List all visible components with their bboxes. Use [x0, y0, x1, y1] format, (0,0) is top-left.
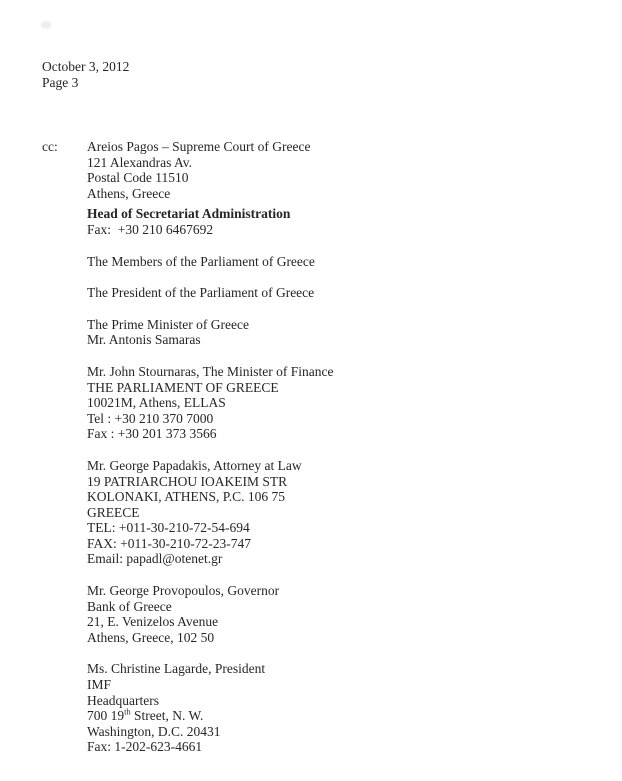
fax-line: Fax: 1-202-623-4661 [87, 739, 203, 755]
street-suffix: Street, N. W. [130, 708, 204, 724]
address-line: Athens, Greece, 102 50 [87, 629, 215, 645]
address-line: Ms. Christine Lagarde, President [87, 661, 266, 677]
street-line [87, 708, 333, 724]
recipient-block-provopoulos [87, 583, 333, 645]
street-prefix: 700 19 [87, 708, 125, 724]
address-line: 10021M, Athens, ELLAS [87, 395, 226, 411]
page-header [42, 59, 129, 90]
address-line: Areios Pagos – Supreme Court of Greece [87, 139, 311, 154]
recipient-subhead: Head of Secretariat Administration [87, 206, 291, 222]
address-line: Mr. George Provopoulos, Governor [87, 583, 280, 599]
cc-label: cc: [42, 139, 58, 154]
address-line: GREECE [87, 504, 140, 520]
address-line: Postal Code 11510 [87, 170, 189, 186]
email-line: Email: papadl@otenet.gr [87, 551, 223, 567]
cc-recipient-list [87, 139, 333, 755]
recipient-block-papadakis [87, 458, 333, 567]
address-line: 21, E. Venizelos Avenue [87, 614, 219, 630]
address-line: The Members of the Parliament of Greece [87, 253, 315, 269]
fax-line: FAX: +011-30-210-72-23-747 [87, 535, 251, 551]
recipient-block-parliament-president [87, 285, 333, 301]
address-line: Headquarters [87, 692, 159, 708]
recipient-block-parliament-members [87, 254, 333, 270]
address-line: KOLONAKI, ATHENS, P.C. 106 75 [87, 489, 286, 505]
address-line: Mr. John Stournaras, The Minister of Finance [87, 363, 334, 379]
address-line: Athens, Greece [87, 185, 171, 201]
fax-line: Fax: +30 210 6467692 [87, 221, 214, 237]
address-line: 121 Alexandras Av. [87, 154, 192, 170]
address-line: Mr. Antonis Samaras [87, 332, 201, 348]
fax-line: Fax : +30 201 373 3566 [87, 426, 217, 442]
address-line: The President of the Parliament of Greece [87, 285, 315, 301]
address-line: The Prime Minister of Greece [87, 316, 249, 332]
ordinal-suffix: th [124, 707, 131, 717]
address-line: THE PARLIAMENT OF GREECE [87, 379, 279, 395]
recipient-block-lagarde [87, 661, 333, 755]
address-line: Mr. George Papadakis, Attorney at Law [87, 457, 302, 473]
recipient-block-stournaras [87, 364, 333, 442]
recipient-block-prime-minister [87, 317, 333, 348]
address-line: IMF [87, 677, 112, 693]
date-line: October 3, 2012 [42, 59, 130, 74]
recipient-block-areios-pagos [87, 139, 333, 238]
scan-artifact [41, 21, 51, 29]
page-number: Page 3 [42, 74, 79, 90]
tel-line: Tel : +30 210 370 7000 [87, 410, 214, 426]
cc-section [42, 139, 333, 755]
address-line: Bank of Greece [87, 598, 172, 614]
address-line: Washington, D.C. 20431 [87, 723, 221, 739]
tel-line: TEL: +011-30-210-72-54-694 [87, 520, 250, 536]
address-line: 19 PATRIARCHOU IOAKEIM STR [87, 473, 288, 489]
